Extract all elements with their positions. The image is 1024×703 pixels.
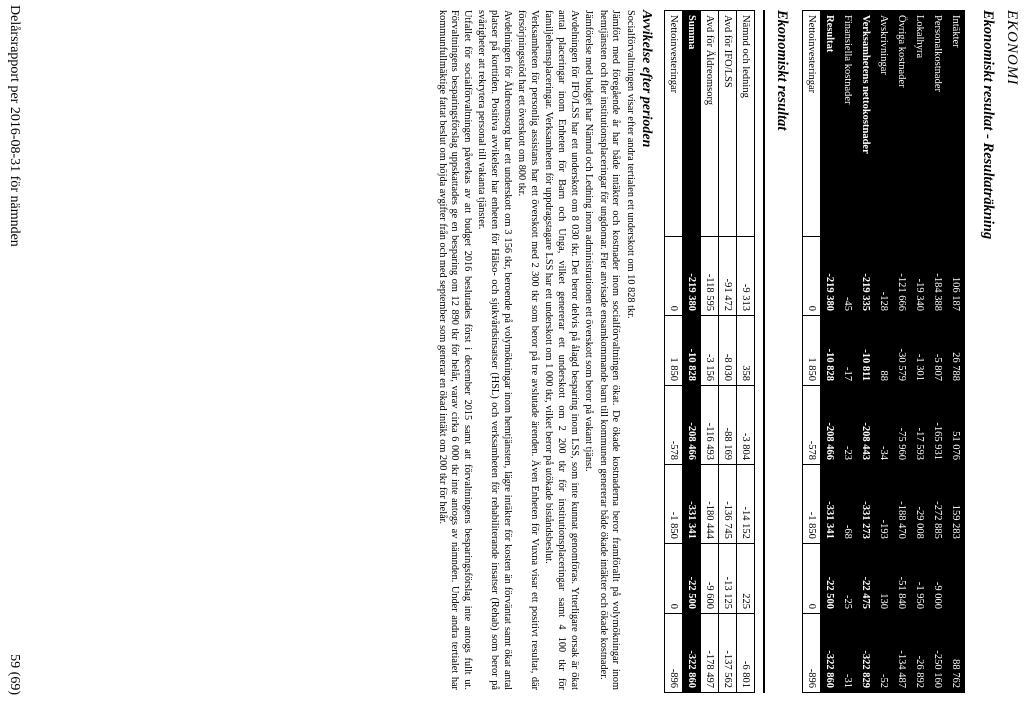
- value-cell: -5 807: [929, 315, 947, 385]
- value-cell: 88 762: [947, 613, 965, 692]
- table-row: [701, 11, 719, 693]
- value-cell: 0: [803, 543, 821, 613]
- value-cell: -6 801: [737, 613, 755, 692]
- page-number: 59 (69): [7, 654, 22, 695]
- table-row: [929, 11, 947, 693]
- value-cell: -75 960: [893, 386, 911, 465]
- value-cell: -137 562: [719, 613, 737, 692]
- value-cell: 130: [875, 543, 893, 613]
- row-label: Nämnd och ledning: [737, 11, 755, 237]
- table-row: [719, 11, 737, 693]
- value-cell: -219 380: [821, 237, 839, 316]
- table-row: [821, 11, 839, 693]
- paragraph: Jämfört med föregående år har både intäkter och kostnader inom socialförvaltningen ökat. De ökade kostnaderna beror framförallt på volymökningar inom hemtjänsten och fler institutionsplaceringar för ungdomar. Fler anvisade ensamkommande barn till kommunen genererar både ökade intäkter och ökade kostnader.: [597, 10, 622, 690]
- value-cell: -45: [839, 237, 857, 316]
- value-cell: -1 950: [911, 543, 929, 613]
- value-cell: -128: [875, 237, 893, 316]
- value-cell: 88: [875, 315, 893, 385]
- value-cell: -34: [875, 386, 893, 465]
- paragraph: Avdelningen för IFO/LSS har ett underskott om 8 030 tkr. Det beror delvis på ålagd besparing inom LSS, som inte kunnat genomföras. Ytterligare orsak är ökat antal placeringar inom Enheten för Barn och Unga, vilket genererar ett underskott om 2 200 tkr för institutionsplaceringar samt 4 100 tkr för familjehemsplaceringar. Verksamheten för uppdragstagare LSS har ett underskott om 1 000 tkr, vilket beror på utökade biståndsbeslut.: [543, 10, 580, 690]
- value-cell: -219 380: [683, 237, 701, 316]
- value-cell: -19 340: [911, 237, 929, 316]
- value-cell: [947, 543, 965, 613]
- value-cell: -896: [803, 613, 821, 692]
- row-label: Verksamhetens nettokostnader: [857, 11, 875, 237]
- value-cell: -25: [839, 543, 857, 613]
- value-cell: -29 008: [911, 464, 929, 543]
- value-cell: -208 443: [857, 386, 875, 465]
- row-label: Avskrivningar: [875, 11, 893, 237]
- value-cell: -9 600: [701, 543, 719, 613]
- table-row: [875, 11, 893, 693]
- value-cell: -331 341: [683, 464, 701, 543]
- value-cell: 26 788: [947, 315, 965, 385]
- table-row: [893, 11, 911, 693]
- row-label: Avd för IFO/LSS: [719, 11, 737, 237]
- page-footer: [6, 5, 22, 695]
- row-label: Summa: [683, 11, 701, 237]
- value-cell: -68: [839, 464, 857, 543]
- row-label: Nettoinvesteringar: [665, 11, 683, 237]
- value-cell: -3 804: [737, 386, 755, 465]
- row-label: Lokalhyra: [911, 11, 929, 237]
- value-cell: -1 301: [911, 315, 929, 385]
- value-cell: 358: [737, 315, 755, 385]
- value-cell: -23: [839, 386, 857, 465]
- value-cell: -165 931: [929, 386, 947, 465]
- value-cell: -180 444: [701, 464, 719, 543]
- value-cell: -13 125: [719, 543, 737, 613]
- value-cell: 0: [803, 237, 821, 316]
- value-cell: -1 850: [803, 464, 821, 543]
- value-cell: -250 160: [929, 613, 947, 692]
- value-cell: -208 466: [683, 386, 701, 465]
- separator-line: [763, 10, 765, 693]
- value-cell: 106 187: [947, 237, 965, 316]
- footer-title: Delårsrapport per 2016-08-31 för nämnden: [7, 5, 22, 247]
- value-cell: -188 470: [893, 464, 911, 543]
- value-cell: -578: [665, 386, 683, 465]
- value-cell: -272 885: [929, 464, 947, 543]
- table-row: [839, 11, 857, 693]
- value-cell: -91 472: [719, 237, 737, 316]
- value-cell: -193: [875, 464, 893, 543]
- value-cell: 0: [665, 543, 683, 613]
- table-row: [911, 11, 929, 693]
- value-cell: -116 493: [701, 386, 719, 465]
- value-cell: -118 595: [701, 237, 719, 316]
- paragraph: Jämförelse med budget har Nämnd och Ledning inom administrationen ett överskott som beror på vakant tjänst.: [583, 10, 595, 472]
- row-label: Nettoinvesteringar: [803, 11, 821, 237]
- table-row: [665, 11, 683, 693]
- value-cell: -10 811: [857, 315, 875, 385]
- value-cell: 0: [665, 237, 683, 316]
- table-row: [737, 11, 755, 693]
- row-label: Avd för Äldreomsorg: [701, 11, 719, 237]
- heading-ekonomiskt-resultat: Ekonomiskt resultat: [774, 10, 790, 131]
- value-cell: -30 579: [893, 315, 911, 385]
- value-cell: -9 000: [929, 543, 947, 613]
- value-cell: -26 892: [911, 613, 929, 692]
- value-cell: -322 860: [683, 613, 701, 692]
- paragraph: Avdelningen för Äldreomsorg har ett underskott om 3 156 tkr, beroende på volymökningar inom hemtjänsten, lägre intäkter för kosten än förväntat samt ökat antal platser på korttiden. Positiva avvikelser har enheten för Hälso- och sjukvårdsinsatser (HSL) och verksamheten för rehabiliterande insatser (Rehab) som beror på svårigheter att rekrytera personal till vakanta tjänster.: [476, 10, 513, 690]
- paragraph: Utfallet för socialförvaltningen påverkas av att budget 2016 beslutades först i december 2015 samt att förvaltningens besparingsförslag inte antogs fullt ut. Förvaltningens besparingsförslag uppskattades ge en besparing om 12 890 tkr för helår, varav cirka 6 000 tkr inte antogs av nämnden. Under andra tertialet har kommunfullmäktige fattat beslut om höjda avgifter från och med september som generar en ökad intäkt om 200 tkr för helår.: [436, 10, 473, 690]
- value-cell: 51 076: [947, 386, 965, 465]
- value-cell: -31: [839, 613, 857, 692]
- body-text: [435, 10, 636, 690]
- row-label: Personalkostnader: [929, 11, 947, 237]
- value-cell: -14 152: [737, 464, 755, 543]
- row-label: Resultat: [821, 11, 839, 237]
- value-cell: -22 475: [857, 543, 875, 613]
- heading-avvikelse: Avvikelse efter perioden: [639, 10, 654, 148]
- value-cell: -219 335: [857, 237, 875, 316]
- value-cell: 225: [737, 543, 755, 613]
- value-cell: -121 666: [893, 237, 911, 316]
- value-cell: -178 497: [701, 613, 719, 692]
- table-ekonomiskt-resultat: [664, 10, 755, 693]
- value-cell: -88 169: [719, 386, 737, 465]
- value-cell: -22 500: [821, 543, 839, 613]
- value-cell: -10 828: [821, 315, 839, 385]
- value-cell: -136 745: [719, 464, 737, 543]
- value-cell: -208 466: [821, 386, 839, 465]
- value-cell: -578: [803, 386, 821, 465]
- heading-resultatrakning: Ekonomiskt resultat - Resultaträkning: [980, 10, 996, 240]
- paragraph: Verksamheten för personlig assistans har ett överskott med 2 300 tkr som beror på tre avslutade ärenden. Även Enheten för Vuxna visar ett positivt resultat, där försörjningsstöd har ett överskott om 800 tkr.: [516, 10, 540, 690]
- paragraph: Socialförvaltningen visar efter andra tertialen ett underskott om 10 828 tkr.: [625, 10, 636, 319]
- value-cell: -8 030: [719, 315, 737, 385]
- value-cell: -322 860: [821, 613, 839, 692]
- value-cell: -3 156: [701, 315, 719, 385]
- section-header: EKONOMI: [1004, 10, 1020, 86]
- table-row: [947, 11, 965, 693]
- table-row: [857, 11, 875, 693]
- value-cell: 1 850: [665, 315, 683, 385]
- value-cell: -1 850: [665, 464, 683, 543]
- value-cell: -17 593: [911, 386, 929, 465]
- table-row: [803, 11, 821, 693]
- row-label: Finansiella kostnader: [839, 11, 857, 237]
- value-cell: -22 500: [683, 543, 701, 613]
- value-cell: -322 829: [857, 613, 875, 692]
- row-label: Intäkter: [947, 11, 965, 237]
- row-label: Övriga kostnader: [893, 11, 911, 237]
- table-resultatrakning: [802, 10, 965, 693]
- value-cell: -51 840: [893, 543, 911, 613]
- value-cell: -10 828: [683, 315, 701, 385]
- value-cell: -896: [665, 613, 683, 692]
- value-cell: 1 850: [803, 315, 821, 385]
- table-row: [683, 11, 701, 693]
- content: [433, 10, 996, 690]
- value-cell: -134 487: [893, 613, 911, 692]
- value-cell: -17: [839, 315, 857, 385]
- value-cell: -331 273: [857, 464, 875, 543]
- value-cell: -52: [875, 613, 893, 692]
- value-cell: 159 283: [947, 464, 965, 543]
- value-cell: -9 313: [737, 237, 755, 316]
- value-cell: -184 388: [929, 237, 947, 316]
- value-cell: -331 341: [821, 464, 839, 543]
